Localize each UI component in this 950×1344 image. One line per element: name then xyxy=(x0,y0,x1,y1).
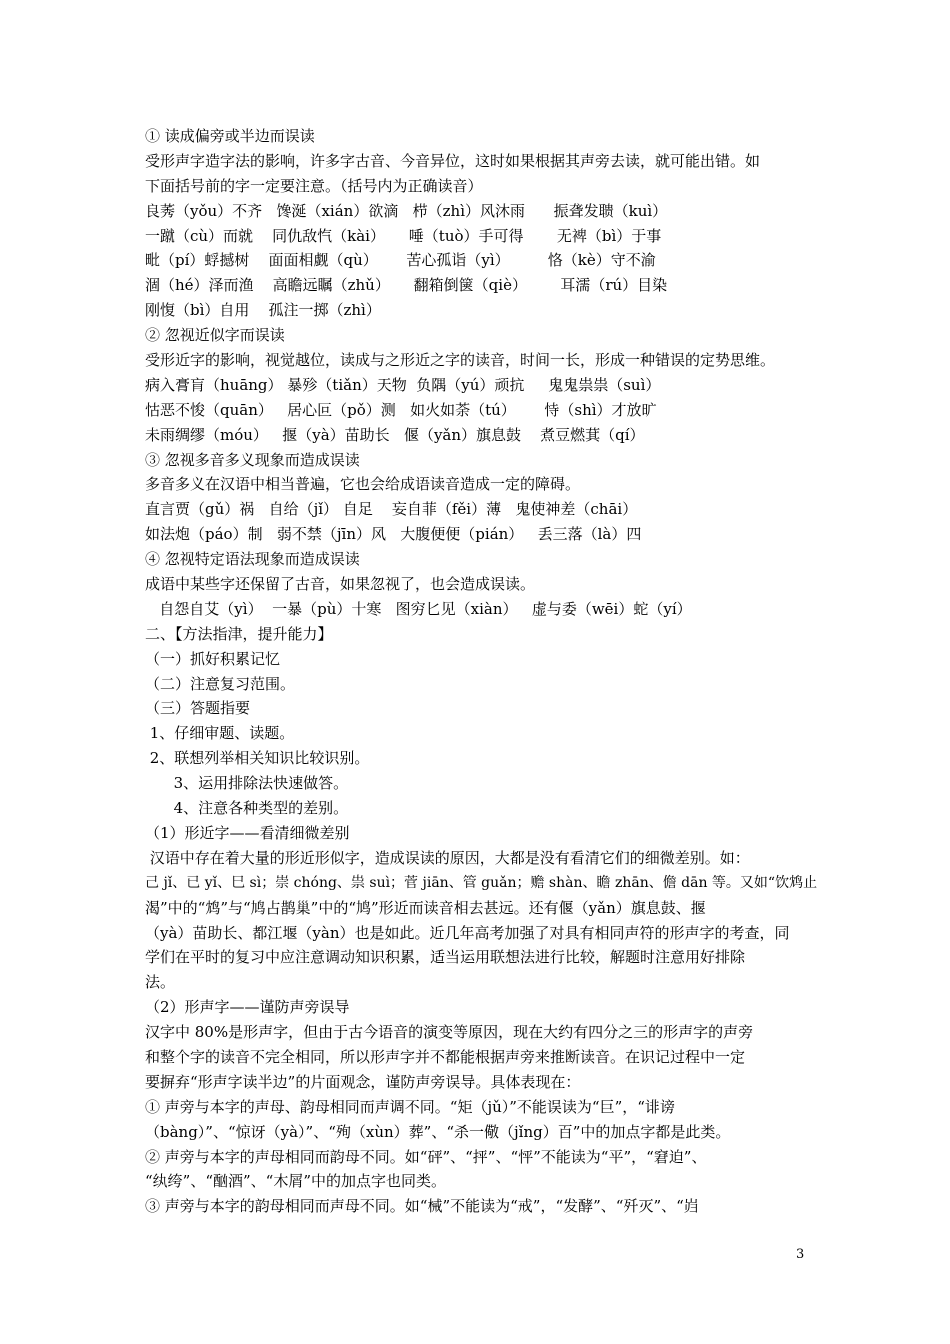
text-line: 如法炮（páo）制 弱不禁（jīn）风 大腹便便（pián） 丢三落（là）四 xyxy=(145,525,642,544)
text-line: 怙恶不悛（quān） 居心叵（pǒ）测 如火如荼（tú） 恃（shì）才放旷 xyxy=(145,400,657,419)
text-line: 1、仔细审题、读题。 xyxy=(145,724,295,743)
text-line: 汉字中 80%是形声字，但由于古今语音的演变等原因，现在大约有四分之三的形声字的声旁 xyxy=(145,1023,754,1042)
text-line: 汉语中存在着大量的形近形似字，造成误读的原因，大都是没有看清它们的细微差别。如： xyxy=(145,848,750,867)
page-number: 3 xyxy=(796,1247,805,1262)
text-line: 病入膏肓（huāng） 暴殄（tiǎn）天物 负隅（yú）顽抗 鬼鬼祟祟（suì） xyxy=(145,375,661,394)
text-line: 受形近字的影响，视觉越位，读成与之形近之字的读音，时间一长，形成一种错误的定势思维。 xyxy=(145,351,776,370)
text-line: 一蹴（cù）而就 同仇敌忾（kài） 唾（tuò）手可得 无裨（bì）于事 xyxy=(145,226,662,245)
text-line: 要摒弃“形声字读半边”的片面观念，谨防声旁误导。具体表现在： xyxy=(145,1072,581,1091)
text-line: （三）答题指要 xyxy=(145,699,251,718)
text-line: 多音多义在汉语中相当普遍，它也会给成语读音造成一定的障碍。 xyxy=(145,475,581,494)
text-line: 刚愎（bì）自用 孤注一掷（zhì） xyxy=(145,301,381,320)
text-line: （二）注意复习范围。 xyxy=(145,674,296,693)
text-line: 二、【方法指津，提升能力】 xyxy=(145,624,333,643)
text-line: 涸（hé）泽而渔 高瞻远瞩（zhǔ） 翻箱倒箧（qiè） 耳濡（rú）目染 xyxy=(145,276,668,295)
text-line: 4、注意各种类型的差别。 xyxy=(145,799,349,818)
text-line: （bàng）”、“惊讶（yà）”、“殉（xùn）葬”、“杀一儆（jǐng）百”中的加点字都是此类。 xyxy=(145,1122,731,1141)
document-body xyxy=(145,124,825,1219)
text-line: ① 读成偏旁或半边而误读 xyxy=(145,127,315,145)
text-line: 渴”中的“鸩”与“鸠占鹊巢”中的“鸠”形近而读音相去甚远。还有偃（yǎn）旗息鼓、揠 xyxy=(145,898,706,917)
text-line: 直言贾（gǔ）祸 自给（jǐ） 自足 妄自菲（fěi）薄 鬼使神差（chāi） xyxy=(145,500,638,519)
text-line: 下面括号前的字一定要注意。（括号内为正确读音） xyxy=(145,176,483,195)
text-line: ③ 忽视多音多义现象而造成误读 xyxy=(145,450,360,469)
text-line: ② 忽视近似字而误读 xyxy=(145,326,285,345)
text-line: 己 jǐ、已 yǐ、巳 sì；崇 chóng、祟 suì；菅 jiān、管 guǎn；赡 shàn、瞻 zhān、儋 dān 等。又如“饮鸩止 xyxy=(145,874,818,891)
text-line: ② 声旁与本字的声母相同而韵母不同。如“砰”、“抨”、“怦”不能读为“平”，“窘迫”、 xyxy=(145,1147,707,1166)
text-line: （一）抓好积累记忆 xyxy=(145,649,281,668)
text-line: 自怨自艾（yì） 一暴（pù）十寒 图穷匕见（xiàn） 虚与委（wēi）蛇（yí） xyxy=(145,599,692,618)
text-line: ④ 忽视特定语法现象而造成误读 xyxy=(145,550,360,569)
text-line: ① 声旁与本字的声母、韵母相同而声调不同。“矩（jǔ）”不能误读为“巨”，“诽谤 xyxy=(145,1097,675,1116)
text-line: 毗（pí）蜉撼树 面面相觑（qù） 苦心孤诣（yì） 恪（kè）守不渝 xyxy=(145,251,656,270)
text-line: （2）形声字——谨防声旁误导 xyxy=(145,998,350,1017)
text-line: 成语中某些字还保留了古音，如果忽视了，也会造成误读。 xyxy=(145,575,536,594)
text-line: 良莠（yǒu）不齐 馋涎（xián）欲滴 栉（zhì）风沐雨 振聋发聩（kuì） xyxy=(145,201,668,220)
text-line: ③ 声旁与本字的韵母相同而声母不同。如“械”不能读为“戒”，“发酵”、“歼灭”、“岿 xyxy=(145,1197,699,1216)
text-line: 受形声字造字法的影响，许多字古音、今音异位，这时如果根据其声旁去读，就可能出错。如 xyxy=(145,151,761,170)
text-line: （yà）苗助长、都江堰（yàn）也是如此。近几年高考加强了对具有相同声符的形声字的考查，同 xyxy=(145,923,790,942)
text-line: 法。 xyxy=(145,973,176,992)
text-line: 和整个字的读音不完全相同，所以形声字并不都能根据声旁来推断读音。在识记过程中一定 xyxy=(145,1047,746,1066)
text-line: 学们在平时的复习中应注意调动知识积累，适当运用联想法进行比较，解题时注意用好排除 xyxy=(145,948,746,967)
text-line: 未雨绸缪（móu） 揠（yà）苗助长 偃（yǎn）旗息鼓 煮豆燃萁（qí） xyxy=(145,425,645,444)
text-line: （1）形近字——看清细微差别 xyxy=(145,823,350,842)
text-line: 3、运用排除法快速做答。 xyxy=(145,774,349,793)
text-line: 2、联想列举相关知识比较识别。 xyxy=(145,749,370,768)
text-line: “纨绔”、“酗酒”、“木屑”中的加点字也同类。 xyxy=(145,1172,447,1191)
